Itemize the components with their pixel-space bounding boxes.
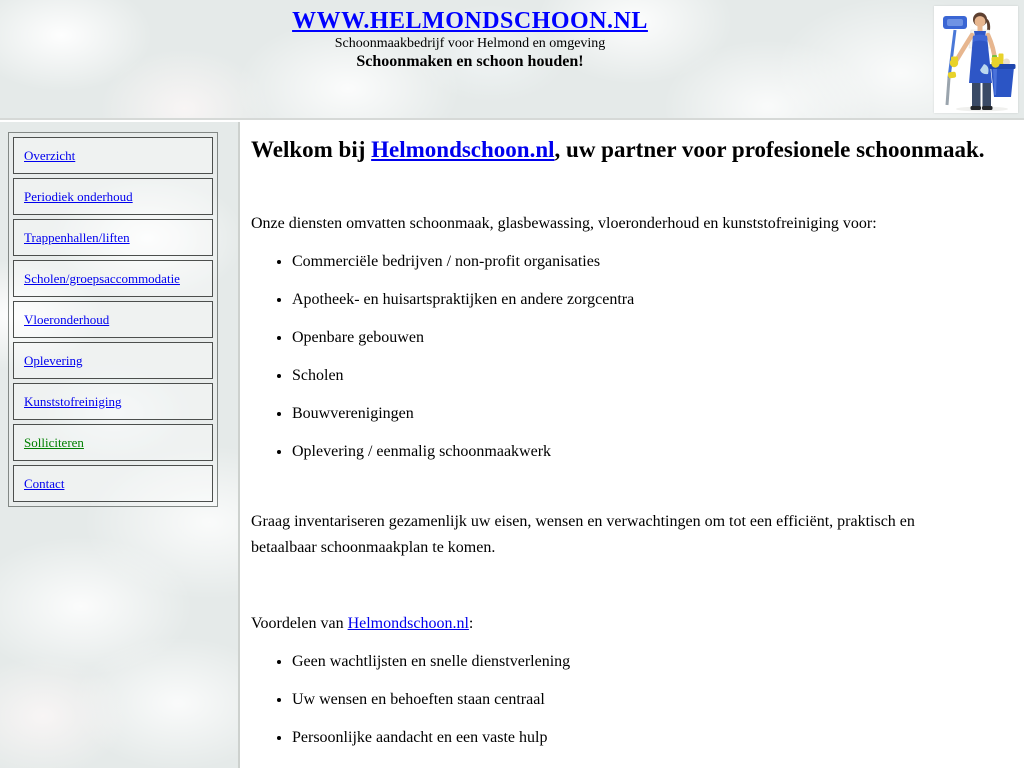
sidebar-link-scholen-groepsaccommodatie[interactable]: Scholen/groepsaccommodatie [24,270,180,286]
benefits-suffix: : [468,615,474,632]
service-item: • Oplevering / eenmalig schoonmaakwerk [292,439,1004,465]
sidebar-link-vloeronderhoud[interactable]: Vloeronderhoud [24,311,110,327]
service-item: • Openbare gebouwen [292,325,1004,351]
sidebar-item-vloeronderhoud[interactable] [13,301,213,338]
helmondschoon-link[interactable]: Helmondschoon.nl [347,615,469,632]
sidebar-item-overzicht[interactable] [13,137,213,174]
welcome-prefix: Welkom bij [251,137,372,162]
sidebar-item-contact[interactable] [13,465,213,502]
plan-paragraph: Graag inventariseren gezamenlijk uw eisen, wensen en verwachtingen om tot een efficiënt, praktisch en betaalbaar schoonmaakplan te komen. [251,513,915,556]
header-text-block [0,0,940,72]
sidebar-link-solliciteren[interactable]: Solliciteren [24,434,84,450]
site-tagline: Schoonmaken en schoon houden! [356,53,584,70]
main-content [242,122,1024,768]
sidebar-link-overzicht[interactable]: Overzicht [24,147,76,163]
welcome-suffix: , uw partner voor profesionele schoonmaak. [554,137,985,162]
benefits-prefix: Voordelen van [251,615,348,632]
benefits-heading [251,611,1004,637]
sidebar-link-oplevering[interactable]: Oplevering [24,352,83,368]
site-subtitle: Schoonmaakbedrijf voor Helmond en omgeving [334,36,606,51]
benefit-item: • Persoonlijke aandacht en een vaste hulp [292,725,1004,751]
nav-menu [8,132,218,507]
sidebar-link-periodiek-onderhoud[interactable]: Periodiek onderhoud [24,188,133,204]
sidebar-item-trappenhallen-liften[interactable] [13,219,213,256]
site-title-link[interactable]: WWW.HELMONDSCHOON.NL [292,8,648,34]
benefit-item: • Uw wensen en behoeften staan centraal [292,687,1004,713]
welcome-heading [251,135,1004,164]
sidebar-item-oplevering[interactable] [13,342,213,379]
service-item: • Scholen [292,363,1004,389]
sidebar-item-periodiek-onderhoud[interactable] [13,178,213,215]
sidebar-link-kunststofreiniging[interactable]: Kunststofreiniging [24,393,122,409]
benefit-item: • Geen wachtlijsten en snelle dienstverlening [292,649,1004,675]
helmondschoon-link[interactable]: Helmondschoon.nl [371,137,555,162]
sidebar-link-trappenhallen-liften[interactable]: Trappenhallen/liften [24,229,130,245]
cleaning-lady-illustration [934,6,1018,113]
header [0,0,1024,120]
service-item: • Commerciële bedrijven / non-profit organisaties [292,249,1004,275]
sidebar-item-scholen-groepsaccommodatie[interactable] [13,260,213,297]
sidebar [0,122,240,768]
cleaning-lady-photo [934,6,1018,113]
sidebar-item-solliciteren[interactable] [13,424,213,461]
intro-paragraph: Onze diensten omvatten schoonmaak, glasbewassing, vloeronderhoud en kunststofreiniging voor: [251,215,877,232]
sidebar-item-kunststofreiniging[interactable] [13,383,213,420]
service-item: • Bouwverenigingen [292,401,1004,427]
sidebar-link-contact[interactable]: Contact [24,475,65,491]
benefits-list [251,649,1004,751]
service-item: • Apotheek- en huisartspraktijken en andere zorgcentra [292,287,1004,313]
services-list [251,249,1004,465]
